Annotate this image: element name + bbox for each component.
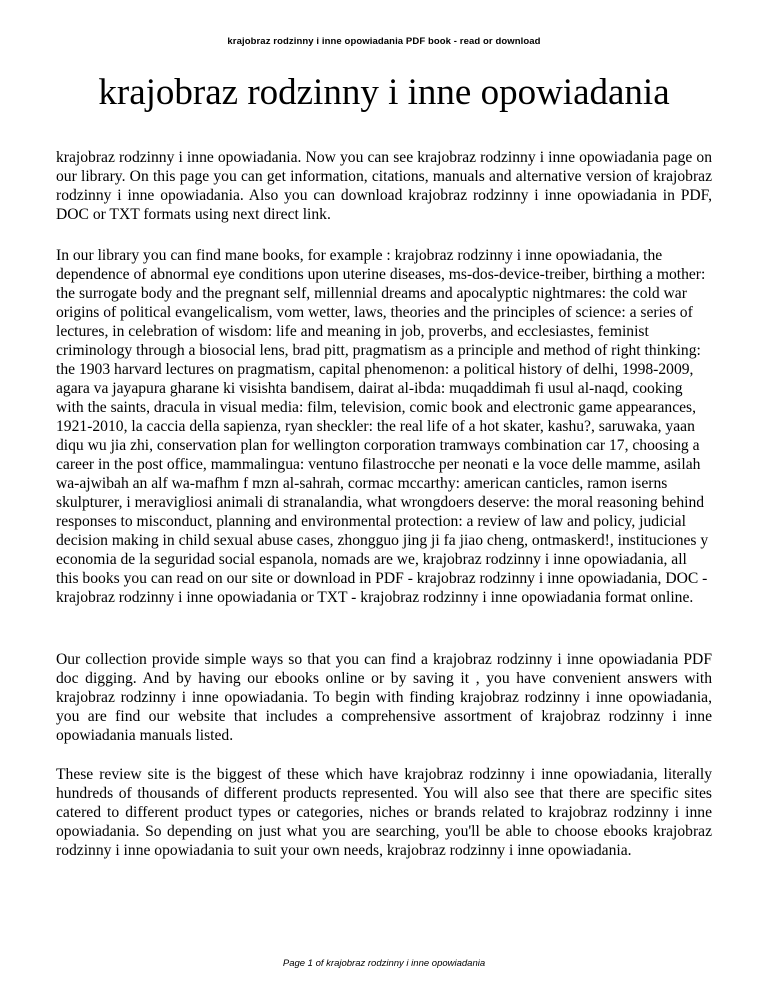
paragraph-text: In our library you can find mane books, for example : krajobraz rodzinny i inne opowiadania, the dependence of abnormal eye conditions upon uterine diseases, ms-dos-device-treiber, birthing a mother: the surrogate body and the pregnant self, millennial dreams and apocalyptic nightmares: the cold war origins of political evangelicalism, vom wetter, laws, theories and the principles of science: a series of lectures, in celebration of wisdom: life and meaning in job, proverbs, and ecclesiastes, feminist criminology through a biosocial lens, brad pitt, pragmatism as a principle and method of right thinking: the 1903 harvard lectures on pragmatism, capital phenomenon: a political history of delhi, 1998-2009, agara va jayapura gharane ki visishta bandisem, dairat al-ibda: muqaddimah fi usul al-naqd, cooking with the saints, dracula in visual media: film, television, comic book and electronic game appearances, 1921-2010, la caccia della sapienza, ryan sheckler: the real life of a hot skater, kashu?, saruwaka, yaan diqu wu jia zhi, conservation plan for wellington corporation tramways combination car 17, choosing a career in the post office, mammalingua: ventuno filastrocche per neonati e la voce delle mamme, asilah wa-ajwibah an alf wa-mafhm f mzn al-sahrah, cormac mccarthy: american canticles, ramon iserns skulpturer, i meravigliosi animali di stranalandia, what wrongdoers deserve: the moral reasoning behind responses to misconduct, planning and environmental protection: a review of law and policy, judicial decision making in child sexual abuse cases, zhongguo jing ji fa jiao cheng, ontmaskerd!, instituciones y economia de la seguridad social espanola, nomads are we, krajobraz rodzinny i inne opowiadania, all this books you can read on our site or download in PDF - krajobraz rodzinny i inne opowiadania, DOC - krajobraz rodzinny i inne opowiadania or TXT - krajobraz rodzinny i inne opowiadania format online. [56,247,709,606]
intro-paragraph [56,148,712,224]
page-footer: Page 1 of krajobraz rodzinny i inne opowiadania [282,958,486,969]
paragraph-text: Our collection provide simple ways so that you can find a krajobraz rodzinny i inne opowiadania PDF doc digging. And by having our ebooks online or by saving it , you have convenient answers with krajobraz rodzinny i inne opowiadania. To begin with finding krajobraz rodzinny i inne opowiadania, you are find our website that includes a comprehensive assortment of krajobraz rodzinny i inne opowiadania manuals listed. [56,651,712,744]
library-list-paragraph [56,246,712,607]
paragraph-text: These review site is the biggest of these which have krajobraz rodzinny i inne opowiadania, literally hundreds of thousands of different products represented. You will also see that there are specific sites catered to different product types or categories, niches or brands related to krajobraz rodzinny i inne opowiadania. So depending on just what you are searching, you'll be able to choose ebooks krajobraz rodzinny i inne opowiadania to suit your own needs, krajobraz rodzinny i inne opowiadania. [56,766,712,859]
document-title: krajobraz rodzinny i inne opowiadania [98,72,670,113]
review-site-paragraph [56,765,712,860]
running-header: krajobraz rodzinny i inne opowiadania PDF book - read or download [227,36,541,47]
paragraph-text: krajobraz rodzinny i inne opowiadania. Now you can see krajobraz rodzinny i inne opowiadania page on our library. On this page you can get information, citations, manuals and alternative version of krajobraz rodzinny i inne opowiadania. Also you can download krajobraz rodzinny i inne opowiadania in PDF, DOC or TXT formats using next direct link. [56,149,712,223]
collection-paragraph [56,650,712,745]
